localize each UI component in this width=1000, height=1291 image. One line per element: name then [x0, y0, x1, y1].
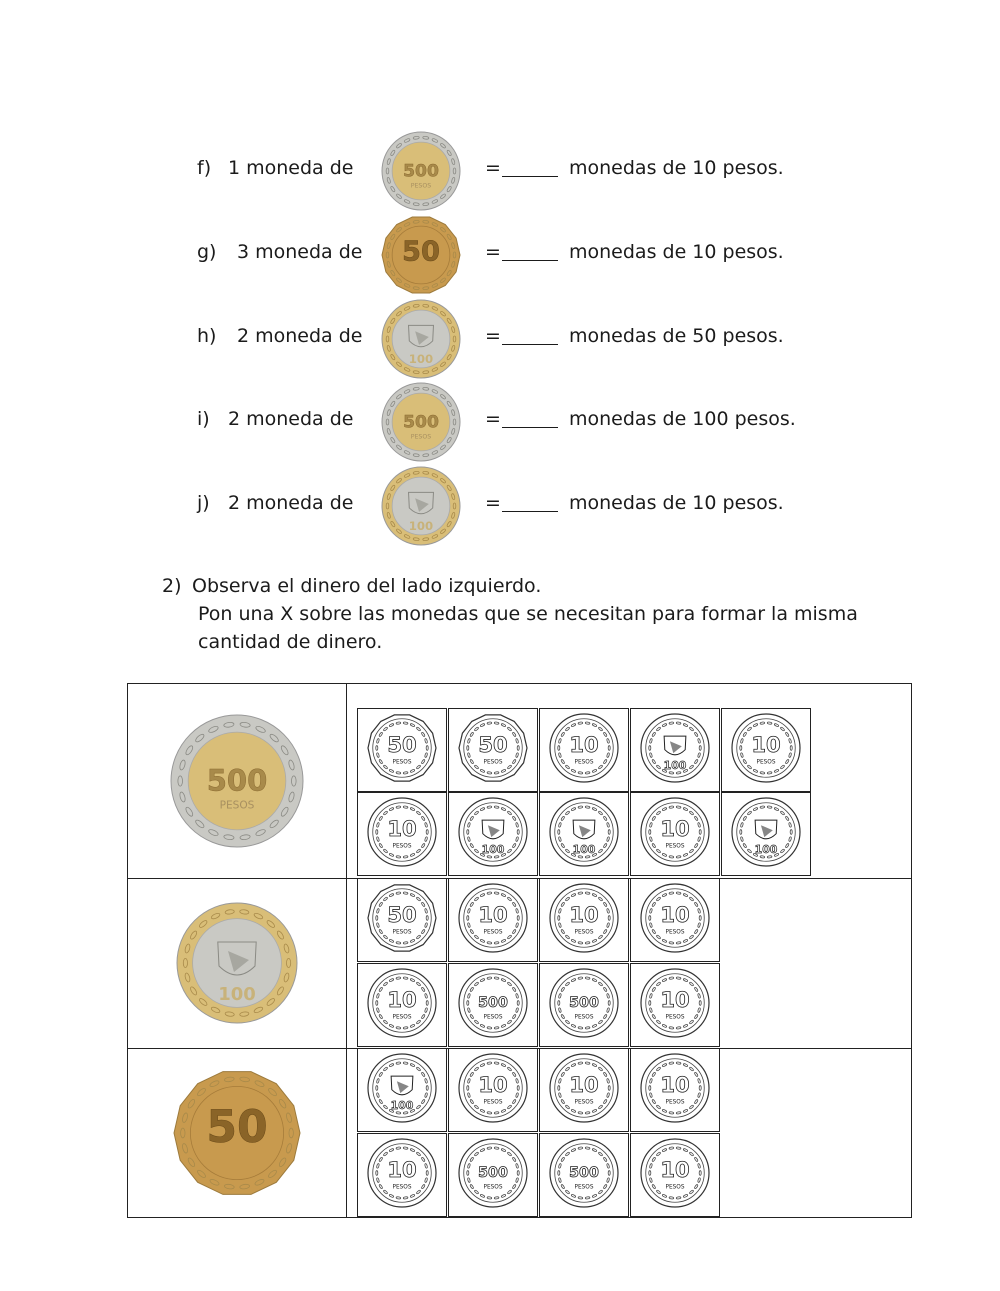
coin-option-cell[interactable]: [448, 1133, 538, 1217]
500-coin-outline-icon: [457, 967, 529, 1043]
svg-text:100: 100: [408, 352, 434, 367]
exercise-number: 2): [162, 575, 182, 597]
svg-text:500: 500: [569, 995, 599, 1012]
svg-text:100: 100: [572, 843, 596, 857]
500-coin-icon: [169, 713, 305, 853]
coin-option-cell[interactable]: [357, 963, 447, 1047]
10-coin-outline-icon: [366, 1137, 438, 1213]
10-coin-outline-icon: [548, 1052, 620, 1128]
svg-text:100: 100: [663, 759, 687, 773]
svg-text:PESOS: PESOS: [392, 759, 412, 766]
item-suffix: monedas de 100 pesos.: [569, 408, 796, 430]
equals-sign: =: [485, 408, 501, 430]
equals-sign: =: [485, 325, 501, 347]
coin-option-cell[interactable]: [448, 963, 538, 1047]
svg-text:PESOS: PESOS: [665, 1184, 685, 1191]
item-suffix: monedas de 50 pesos.: [569, 325, 784, 347]
svg-text:10: 10: [751, 732, 781, 758]
svg-text:10: 10: [660, 1157, 690, 1183]
svg-text:10: 10: [660, 902, 690, 928]
500-coin-outline-icon: [548, 1137, 620, 1213]
svg-text:PESOS: PESOS: [219, 799, 255, 812]
100-coin-icon: [380, 298, 462, 385]
svg-text:10: 10: [569, 1072, 599, 1098]
coin-option-cell[interactable]: [721, 792, 811, 876]
coin-option-cell[interactable]: [448, 708, 538, 792]
100-coin-outline-icon: [639, 712, 711, 788]
item-prefix: 2 moneda de: [228, 492, 354, 514]
coin-option-cell[interactable]: [357, 878, 447, 962]
500-coin-outline-icon: [457, 1137, 529, 1213]
coin-option-cell[interactable]: [539, 708, 629, 792]
svg-text:PESOS: PESOS: [665, 929, 685, 936]
svg-text:PESOS: PESOS: [574, 759, 594, 766]
coin-option-cell[interactable]: [539, 792, 629, 876]
100-coin-icon: [380, 465, 462, 552]
coin-option-cell[interactable]: [539, 878, 629, 962]
svg-text:PESOS: PESOS: [410, 433, 432, 441]
svg-text:10: 10: [387, 816, 417, 842]
100-coin-icon: [175, 901, 299, 1029]
svg-text:PESOS: PESOS: [665, 1014, 685, 1021]
svg-text:100: 100: [481, 843, 505, 857]
svg-text:10: 10: [569, 732, 599, 758]
svg-text:50: 50: [478, 732, 508, 758]
exercise-row: [0, 130, 1000, 210]
svg-text:PESOS: PESOS: [574, 929, 594, 936]
coin-option-cell[interactable]: [539, 1048, 629, 1132]
coin-option-cell[interactable]: [357, 708, 447, 792]
coin-option-cell[interactable]: [448, 878, 538, 962]
item-suffix: monedas de 10 pesos.: [569, 241, 784, 263]
svg-text:PESOS: PESOS: [392, 1014, 412, 1021]
coin-option-cell[interactable]: [539, 963, 629, 1047]
answer-blank[interactable]: [502, 511, 558, 512]
coin-option-cell[interactable]: [630, 708, 720, 792]
10-coin-outline-icon: [639, 796, 711, 872]
100-coin-outline-icon: [548, 796, 620, 872]
svg-text:PESOS: PESOS: [392, 929, 412, 936]
exercise-row: [0, 465, 1000, 545]
10-coin-outline-icon: [639, 967, 711, 1043]
svg-text:10: 10: [478, 1072, 508, 1098]
svg-text:PESOS: PESOS: [665, 1099, 685, 1106]
answer-blank[interactable]: [502, 344, 558, 345]
svg-text:500: 500: [569, 1165, 599, 1182]
svg-text:PESOS: PESOS: [483, 929, 503, 936]
10-coin-outline-icon: [457, 882, 529, 958]
svg-text:PESOS: PESOS: [574, 1099, 594, 1106]
100-coin-outline-icon: [366, 1052, 438, 1128]
exercise-row: [0, 214, 1000, 294]
svg-text:500: 500: [478, 1165, 508, 1182]
10-coin-outline-icon: [457, 1052, 529, 1128]
10-coin-outline-icon: [548, 712, 620, 788]
svg-text:500: 500: [478, 995, 508, 1012]
item-letter: j): [197, 492, 210, 514]
item-letter: h): [197, 325, 217, 347]
500-coin-icon: [380, 130, 462, 217]
50-coin-outline-icon: [366, 882, 438, 958]
svg-text:PESOS: PESOS: [665, 843, 685, 850]
100-coin-outline-icon: [457, 796, 529, 872]
svg-text:PESOS: PESOS: [483, 759, 503, 766]
svg-text:PESOS: PESOS: [392, 1184, 412, 1191]
500-coin-outline-icon: [548, 967, 620, 1043]
exercise-row: [0, 381, 1000, 461]
coin-option-cell[interactable]: [630, 792, 720, 876]
coin-option-cell[interactable]: [357, 1048, 447, 1132]
10-coin-outline-icon: [639, 882, 711, 958]
50-coin-icon: [172, 1068, 302, 1202]
svg-text:10: 10: [660, 1072, 690, 1098]
item-prefix: 3 moneda de: [237, 241, 363, 263]
10-coin-outline-icon: [639, 1052, 711, 1128]
svg-text:100: 100: [408, 519, 434, 534]
item-prefix: 1 moneda de: [228, 157, 354, 179]
coin-option-cell[interactable]: [630, 878, 720, 962]
10-coin-outline-icon: [548, 882, 620, 958]
50-coin-outline-icon: [366, 712, 438, 788]
svg-text:PESOS: PESOS: [574, 1184, 594, 1191]
item-suffix: monedas de 10 pesos.: [569, 492, 784, 514]
svg-text:PESOS: PESOS: [756, 759, 776, 766]
coin-option-cell[interactable]: [448, 792, 538, 876]
50-coin-icon: [380, 214, 462, 301]
10-coin-outline-icon: [366, 796, 438, 872]
exercise-row: [0, 298, 1000, 378]
svg-text:10: 10: [478, 902, 508, 928]
equals-sign: =: [485, 157, 501, 179]
item-letter: g): [197, 241, 217, 263]
svg-text:PESOS: PESOS: [483, 1014, 503, 1021]
svg-text:100: 100: [754, 843, 778, 857]
answer-blank[interactable]: [502, 176, 558, 177]
svg-text:10: 10: [387, 987, 417, 1013]
svg-text:PESOS: PESOS: [392, 843, 412, 850]
svg-text:10: 10: [660, 987, 690, 1013]
instruction-line-3: cantidad de dinero.: [198, 631, 383, 653]
coin-option-cell[interactable]: [630, 1048, 720, 1132]
svg-text:50: 50: [402, 236, 440, 268]
svg-text:100: 100: [218, 984, 256, 1006]
item-suffix: monedas de 10 pesos.: [569, 157, 784, 179]
answer-blank[interactable]: [502, 260, 558, 261]
svg-text:PESOS: PESOS: [483, 1099, 503, 1106]
coin-option-cell[interactable]: [630, 963, 720, 1047]
equals-sign: =: [485, 492, 501, 514]
10-coin-outline-icon: [366, 967, 438, 1043]
svg-text:PESOS: PESOS: [483, 1184, 503, 1191]
instruction-line-2: Pon una X sobre las monedas que se necesitan para formar la misma: [198, 603, 858, 625]
coin-option-cell[interactable]: [357, 792, 447, 876]
svg-text:10: 10: [569, 902, 599, 928]
svg-text:10: 10: [660, 816, 690, 842]
svg-text:500: 500: [206, 762, 268, 797]
svg-text:PESOS: PESOS: [410, 182, 432, 190]
svg-text:50: 50: [206, 1101, 268, 1153]
svg-text:500: 500: [403, 161, 439, 182]
100-coin-outline-icon: [730, 796, 802, 872]
table-divider: [346, 683, 347, 1218]
500-coin-icon: [380, 381, 462, 468]
svg-text:50: 50: [387, 732, 417, 758]
instruction-line-1: Observa el dinero del lado izquierdo.: [192, 575, 542, 597]
svg-text:10: 10: [387, 1157, 417, 1183]
item-letter: f): [197, 157, 212, 179]
answer-blank[interactable]: [502, 427, 558, 428]
equals-sign: =: [485, 241, 501, 263]
10-coin-outline-icon: [639, 1137, 711, 1213]
coin-option-cell[interactable]: [448, 1048, 538, 1132]
svg-text:500: 500: [403, 412, 439, 433]
coin-option-cell[interactable]: [630, 1133, 720, 1217]
item-prefix: 2 moneda de: [228, 408, 354, 430]
coin-option-cell[interactable]: [357, 1133, 447, 1217]
item-prefix: 2 moneda de: [237, 325, 363, 347]
50-coin-outline-icon: [457, 712, 529, 788]
coin-option-cell[interactable]: [539, 1133, 629, 1217]
coin-option-cell[interactable]: [721, 708, 811, 792]
10-coin-outline-icon: [730, 712, 802, 788]
svg-text:100: 100: [390, 1099, 414, 1113]
item-letter: i): [197, 408, 210, 430]
svg-text:50: 50: [387, 902, 417, 928]
svg-text:PESOS: PESOS: [574, 1014, 594, 1021]
